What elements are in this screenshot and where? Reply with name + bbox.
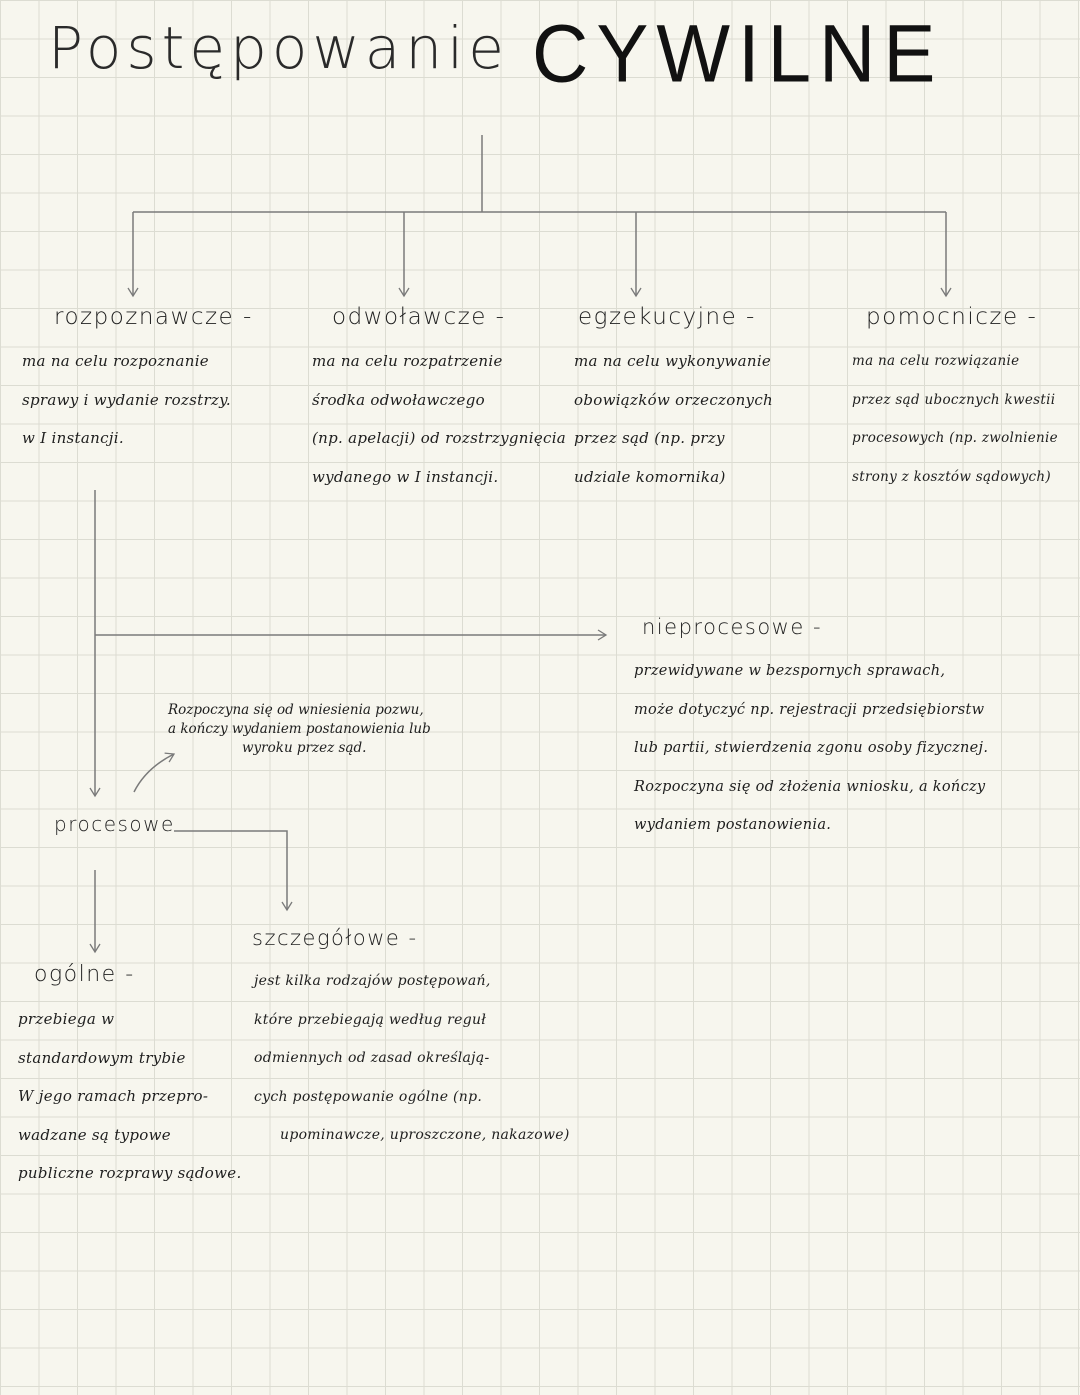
note-procesowe (168, 701, 431, 758)
text-line: wyroku przez sąd. (242, 740, 367, 756)
text-line: środka odwoławczego (312, 390, 485, 409)
arrow-szczegolowe (174, 831, 287, 910)
text-line: ma na celu wykonywanie (574, 352, 772, 370)
text-line: wydaniem postanowienia. (634, 817, 832, 833)
heading-szczegolowe: szczegółowe - (252, 926, 418, 950)
text-line: przewidywane w bezspornych sprawach, (634, 663, 946, 679)
text-line: odmiennych od zasad określają- (254, 1050, 490, 1066)
text-line: udziale komornika) (574, 467, 726, 486)
heading-nieprocesowe: nieprocesowe - (642, 615, 823, 639)
text-line: ma na celu rozpatrzenie (312, 352, 503, 370)
text-egzekucyjne (574, 342, 773, 496)
text-ogolne (18, 1000, 242, 1193)
text-line: obowiązków orzeczonych (574, 390, 773, 409)
text-line: procesowych (np. zwolnienie (852, 430, 1058, 446)
text-line: ma na celu rozwiązanie (852, 353, 1020, 369)
text-line: jest kilka rodzajów postępowań, (254, 973, 491, 989)
text-line: w I instancji. (22, 429, 124, 447)
text-line: (np. apelacji) od rozstrzygnięcia (312, 429, 567, 447)
heading-procesowe: procesowe (54, 812, 175, 836)
text-line: może dotyczyć np. rejestracji przedsiębiorstw (634, 701, 985, 718)
text-line: strony z kosztów sądowych) (852, 468, 1051, 485)
text-line: wadzane są typowe (18, 1125, 171, 1144)
text-line: publiczne rozprawy sądowe. (18, 1164, 242, 1182)
heading-ogolne: ogólne - (34, 962, 135, 987)
heading-egzekucyjne: egzekucyjne - (578, 304, 756, 330)
heading-rozpoznawcze: rozpoznawcze - (54, 304, 253, 330)
text-odwolawcze (312, 342, 566, 496)
text-szczegolowe (254, 962, 570, 1155)
text-line: które przebiegają według reguł (254, 1011, 487, 1028)
text-rozpoznawcze (22, 342, 231, 458)
text-line: ma na celu rozpoznanie (22, 352, 209, 370)
heading-odwolawcze: odwoławcze - (332, 304, 506, 330)
text-nieprocesowe (634, 652, 988, 845)
text-line: przez sąd ubocznych kwestii (852, 391, 1056, 408)
text-line: standardowym trybie (18, 1048, 186, 1067)
text-pomocnicze (852, 342, 1058, 496)
text-line: Rozpoczyna się od wniesienia pozwu, (168, 702, 424, 718)
title-part2: CYWILNE (532, 6, 944, 100)
text-line: sprawy i wydanie rozstrzy. (22, 390, 231, 409)
text-line: przez sąd (np. przy (574, 429, 725, 447)
text-line: W jego ramach przepro- (18, 1087, 209, 1105)
text-line: upominawcze, uproszczone, nakazowe) (280, 1127, 570, 1143)
text-line: wydanego w I instancji. (312, 467, 499, 486)
note-pointer-arrow (134, 754, 174, 792)
text-line: lub partii, stwierdzenia zgonu osoby fizycznej. (634, 740, 989, 756)
text-line: przebiega w (18, 1010, 115, 1028)
text-line: cych postępowanie ogólne (np. (254, 1088, 483, 1105)
text-line: a kończy wydaniem postanowienia lub (168, 721, 431, 737)
title-part1: Postępowanie (48, 14, 509, 82)
heading-pomocnicze: pomocnicze - (866, 304, 1038, 330)
text-line: Rozpoczyna się od złożenia wniosku, a kończy (634, 778, 986, 795)
